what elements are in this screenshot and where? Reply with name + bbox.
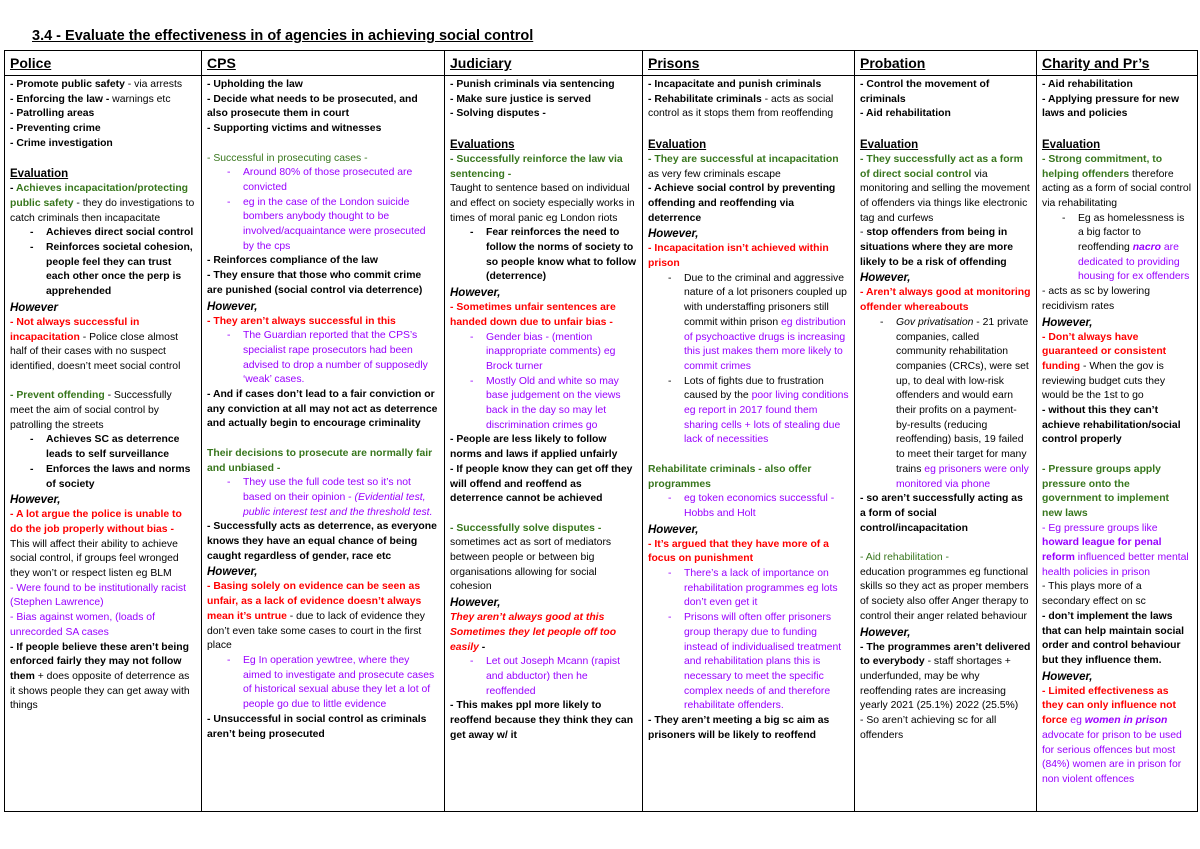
header-prisons: Prisons bbox=[643, 51, 855, 76]
cps-role: - Supporting victims and witnesses bbox=[207, 123, 382, 135]
probation-role: - Aid rehabilitation bbox=[860, 108, 951, 120]
police-role: - Crime investigation bbox=[10, 137, 113, 149]
prisons-point: - They aren’t meeting a big sc aim as prisoners will be likely to reoffend bbox=[648, 715, 830, 741]
police-point: This will affect their ability to achieve social control, if groups feel wronged they won’t or respect listen eg BLM bbox=[10, 538, 179, 580]
probation-role: - Control the movement of criminals bbox=[860, 79, 990, 105]
header-charity: Charity and Pr’s bbox=[1037, 51, 1198, 76]
judiciary-however: However, bbox=[450, 597, 501, 610]
agencies-table bbox=[4, 50, 1198, 812]
cps-weakness: - They aren’t always successful in this bbox=[207, 315, 396, 327]
charity-weakness: - Don’t always have guaranteed or consistent funding - When the gov is reviewing budget cuts they would be the 1st to go bbox=[1042, 331, 1167, 402]
content-row bbox=[5, 76, 1198, 812]
prisons-however: However, bbox=[648, 228, 699, 241]
judiciary-point: - This makes ppl more likely to reoffend because they think they can get away w/ it bbox=[450, 700, 634, 741]
charity-strength: - Strong commitment, to helping offenders therefore acting as a form of social control via rehabilitating bbox=[1042, 153, 1192, 209]
charity-however: However, bbox=[1042, 670, 1093, 683]
charity-role: - Aid rehabilitation bbox=[1042, 79, 1133, 90]
cps-role: - Decide what needs to be prosecuted, and also prosecute them in court bbox=[207, 93, 418, 120]
charity-evaluation-heading: Evaluation bbox=[1042, 138, 1101, 151]
header-row bbox=[5, 51, 1198, 76]
judiciary-weakness: - Sometimes unfair sentences are handed down due to unfair bias - bbox=[450, 302, 616, 328]
charity-point: - This plays more of a secondary effect on sc bbox=[1042, 581, 1146, 608]
judiciary-however: However, bbox=[450, 287, 501, 300]
charity-point: - acts as sc by lowering recidivism rates bbox=[1042, 286, 1150, 312]
probation-evaluation-heading: Evaluation bbox=[860, 138, 919, 151]
police-strength: - Achieves incapacitation/protecting public safety - they do investigations to catch criminals then incapacitate bbox=[10, 183, 195, 224]
police-point: - Achieves SC as deterrence leads to self surveillance bbox=[10, 433, 196, 462]
probation-point: - The programmes aren’t delivered to everybody - staff shortages + underfunded, may be why reoffending rates are increasing yearly 2021 (25.1%) 2022 (25.5%) bbox=[860, 641, 1031, 712]
police-weakness: - Not always successful in incapacitation - Police close almost half of their cases with no suspect identified, doesn’t meet social control bbox=[10, 316, 181, 372]
cps-example: - eg in the case of the London suicide bombers anybody thought to be involved/acquaintance were prosecuted by the cps bbox=[207, 196, 439, 255]
judiciary-strength: - Successfully solve disputes - sometimes act as sort of mediators between people or between big organisations allowing for social cohesion bbox=[450, 522, 612, 593]
police-role: - Patrolling areas bbox=[10, 108, 95, 120]
charity-point: - Eg as homelessness is a big factor to reoffending nacro are dedicated to providing housing for ex offenders bbox=[1042, 212, 1192, 286]
cps-weakness: - Basing solely on evidence can be seen as unfair, as a lack of evidence doesn’t always mean it’s untrue - due to lack of evidence they don’t even take some cases to court in the first place bbox=[207, 581, 425, 652]
prisons-however: However, bbox=[648, 523, 699, 536]
charity-weakness: - Limited effectiveness as they can only influence not force eg women in prison advocate for prison to be used for serious offences but most (84%) women are in prison for non violent offences bbox=[1042, 685, 1182, 785]
probation-weakness: - Aren’t always good at monitoring offender whereabouts bbox=[860, 287, 1031, 314]
probation-strength: - They successfully act as a form of direct social control via monitoring and selling the movement of offenders via things like electronic tag and curfews bbox=[860, 153, 1030, 224]
judiciary-role: - Punish criminals via sentencing bbox=[450, 79, 615, 90]
cps-role: - Upholding the law bbox=[207, 79, 303, 90]
judiciary-point: - People are less likely to follow norms and laws if applied unfairly bbox=[450, 434, 618, 461]
prisons-role: - Incapacitate and punish criminals bbox=[648, 79, 822, 90]
cps-however: However, bbox=[207, 300, 258, 313]
prisons-weakness: - Incapacitation isn’t achieved within prison bbox=[648, 243, 829, 270]
prisons-point: - Lots of fights due to frustration caused by the poor living conditions eg report in 2017 found them sharing cells + lots of stealing due lack of necessities bbox=[648, 375, 849, 449]
cps-strength: - Successful in prosecuting cases - bbox=[207, 152, 368, 164]
prisons-example: - eg token economics successful - Hobbs and Holt bbox=[648, 492, 849, 521]
charity-however: However, bbox=[1042, 316, 1093, 329]
cps-point: - And if cases don’t lead to a fair conviction or any conviction at all may not act as deterrence and actually begin to encourage criminality bbox=[207, 389, 438, 430]
probation-column bbox=[855, 76, 1037, 812]
cps-point: - Successfully acts as deterrence, as everyone knows they have an equal chance of being caught regardless of gender, race etc bbox=[207, 521, 437, 562]
cps-example: - The Guardian reported that the CPS’s specialist rape prosecutors had been advised to drop a number of supposedly ‘weak’ cases. bbox=[207, 329, 439, 388]
judiciary-role: - Make sure justice is served bbox=[450, 93, 591, 105]
probation-point: - Gov privatisation - 21 private companies, called community rehabilitation companies (CRCs), were set up, to deal with low-risk offenders and would earn their profits on a payment-by-results (reducing reoffending) basis, 19 failed to meet their target for many trains eg prisoners were only monitored via phone bbox=[860, 316, 1031, 492]
police-point: - Reinforces societal cohesion, people feel they can trust each other once the perp is apprehended bbox=[10, 241, 196, 300]
cps-point: - Unsuccessful in social control as criminals aren’t being prosecuted bbox=[207, 713, 427, 740]
cps-strength: Their decisions to prosecute are normally fair and unbiased - bbox=[207, 447, 433, 474]
police-point: - Enforces the laws and norms of society bbox=[10, 463, 196, 492]
header-judiciary: Judiciary bbox=[445, 51, 643, 76]
judiciary-role: - Solving disputes - bbox=[450, 108, 546, 120]
charity-point: - don’t implement the laws that can help maintain social order and control behaviour but they influence them. bbox=[1042, 610, 1185, 666]
probation-strength: - Aid rehabilitation - bbox=[860, 552, 949, 564]
prisons-point: - Achieve social control by preventing offending and reoffending via deterrence bbox=[648, 183, 836, 224]
police-role: - Promote public safety - via arrests bbox=[10, 79, 183, 90]
judiciary-point: - Fear reinforces the need to follow the norms of society to so people know what to follow (deterrence) bbox=[450, 226, 637, 285]
judiciary-evaluation-heading: Evaluations bbox=[450, 138, 515, 151]
cps-point: - They ensure that those who commit crime are punished (social control via deterrence) bbox=[207, 270, 423, 296]
prisons-strength: - They are successful at incapacitation as very few criminals escape bbox=[648, 153, 839, 180]
judiciary-weakness: They aren’t always good at this Sometimes they let people off too easily - bbox=[450, 612, 617, 653]
charity-column bbox=[1037, 76, 1198, 812]
police-point: - If people believe these aren’t being enforced fairly they may not follow them + does opposite of deterrence as it shows people they can get away with things bbox=[10, 641, 190, 712]
police-however: However bbox=[10, 301, 58, 314]
header-cps: CPS bbox=[202, 51, 445, 76]
judiciary-point: Taught to sentence based on individual and effect on society especially works in times of moral panic eg London riots bbox=[450, 183, 635, 224]
prisons-example: - Prisons will often offer prisoners group therapy due to funding instead of individualised treatment and rehabilitation plans this is necessary to meet the specific complex needs of and therefore rehabilitate offenders. bbox=[648, 611, 849, 714]
prisons-strength: Rehabilitate criminals - also offer programmes bbox=[648, 463, 812, 490]
charity-example: - Eg pressure groups like howard league for penal reform influenced better mental health policies in prison bbox=[1042, 522, 1189, 578]
police-role: - Enforcing the law - warnings etc bbox=[10, 93, 171, 105]
prisons-column bbox=[643, 76, 855, 812]
judiciary-example: - Let out Joseph Mcann (rapist and abductor) then he reoffended bbox=[450, 655, 637, 699]
police-role: - Preventing crime bbox=[10, 123, 101, 135]
police-evaluation-heading: Evaluation bbox=[10, 168, 69, 181]
probation-point: - stop offenders from being in situations where they are more likely to be a risk of offending bbox=[860, 227, 1014, 268]
prisons-example: - There’s a lack of importance on rehabilitation programmes eg lots don’t even get it bbox=[648, 567, 849, 611]
judiciary-example: - Mostly Old and white so may base judgement on the views back in the day so may let discrimination crimes go bbox=[450, 375, 637, 434]
cps-example: - They use the full code test so it’s not based on their opinion - (Evidential test, public interest test and the threshold test. bbox=[207, 476, 439, 520]
judiciary-strength: - Successfully reinforce the law via sentencing - bbox=[450, 153, 623, 180]
police-example: - Bias against women, (loads of unrecorded SA cases bbox=[10, 612, 155, 638]
page-title: 3.4 - Evaluate the effectiveness in of agencies in achieving social control bbox=[32, 28, 534, 44]
prisons-point: - Due to the criminal and aggressive nature of a lot prisoners coupled up with understaffing prisoners still commit within prison eg distribution of psychoactive drugs is increasing this just makes them more likely to commit crimes bbox=[648, 272, 849, 375]
header-probation: Probation bbox=[855, 51, 1037, 76]
cps-point: - Reinforces compliance of the law bbox=[207, 255, 378, 267]
police-strength: - Prevent offending - Successfully meet the aim of social control by patrolling the streets bbox=[10, 390, 172, 431]
police-point: - Achieves direct social control bbox=[10, 226, 196, 241]
prisons-evaluation-heading: Evaluation bbox=[648, 138, 707, 151]
police-weakness: - A lot argue the police is unable to do the job properly without bias - bbox=[10, 509, 182, 535]
probation-point: - So aren’t achieving sc for all offenders bbox=[860, 715, 997, 741]
prisons-role: - Rehabilitate criminals - acts as social control as it stops them from reoffending bbox=[648, 93, 834, 120]
probation-point: - so aren’t successfully acting as a form of social control/incapacitation bbox=[860, 493, 1023, 534]
header-police: Police bbox=[5, 51, 202, 76]
cps-column bbox=[202, 76, 445, 812]
police-however: However, bbox=[10, 494, 61, 507]
judiciary-example: - Gender bias - (mention inappropriate comments) eg Brock turner bbox=[450, 331, 637, 375]
charity-role: - Applying pressure for new laws and policies bbox=[1042, 93, 1180, 120]
probation-point: education programmes eg functional skills so they act as proper members of society also offer Anger therapy to control their anger related behaviour bbox=[860, 566, 1029, 622]
probation-however: However, bbox=[860, 626, 911, 639]
probation-however: However, bbox=[860, 272, 911, 285]
judiciary-point: - If people know they can get off they will offend and reoffend as deterrence cannot be achieved bbox=[450, 463, 633, 505]
cps-example: - Around 80% of those prosecuted are convicted bbox=[207, 166, 439, 195]
judiciary-column bbox=[445, 76, 643, 812]
police-example: - Were found to be institutionally racist (Stephen Lawrence) bbox=[10, 582, 186, 609]
police-column bbox=[5, 76, 202, 812]
charity-strength: - Pressure groups apply pressure onto the government to implement new laws bbox=[1042, 463, 1170, 519]
cps-example: - Eg In operation yewtree, where they aimed to investigate and prosecute cases of historical sexual abuse they let a lot of people go due to little evidence bbox=[207, 654, 439, 713]
prisons-weakness: - It’s argued that they have more of a focus on punishment bbox=[648, 538, 829, 565]
charity-point: - without this they can’t achieve rehabilitation/social control properly bbox=[1042, 405, 1181, 446]
cps-however: However, bbox=[207, 566, 258, 579]
